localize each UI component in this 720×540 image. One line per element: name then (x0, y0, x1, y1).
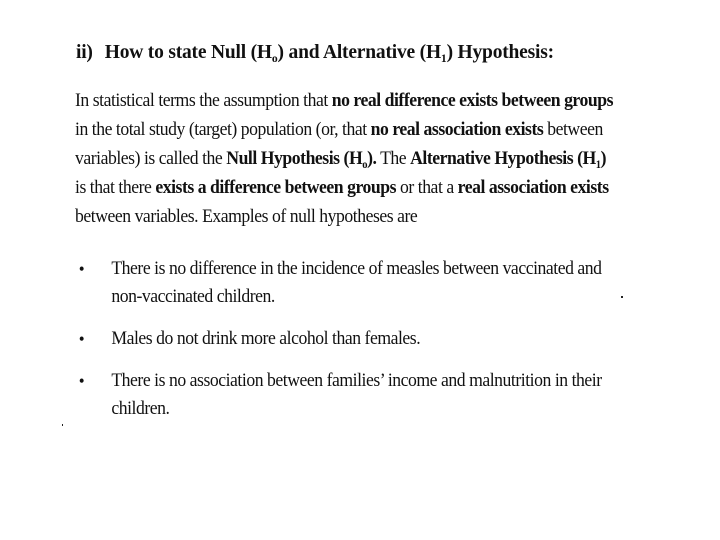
bold-text: no real difference exists between groups (331, 90, 614, 111)
list-item-line: There is no difference in the incidence of measles between vaccinated and (111, 258, 602, 279)
subscript: 1 (595, 158, 601, 171)
bold-text-part: ) (600, 148, 607, 169)
plain-text: or that a (396, 177, 458, 198)
bullet-icon: • (78, 329, 85, 349)
plain-text: is that there (75, 177, 156, 198)
heading-text-part: How to state Null (H (104, 42, 272, 63)
heading-text-part: ) and Alternative (H (277, 42, 441, 63)
bold-text: no real association exists (370, 119, 544, 140)
plain-text: between (543, 119, 603, 140)
plain-text: In statistical terms the assumption that (75, 90, 332, 111)
section-heading (76, 42, 676, 64)
bold-text (226, 148, 376, 169)
bold-text (410, 148, 606, 169)
paragraph-line (75, 144, 610, 173)
plain-text: The (376, 148, 411, 169)
bold-text-part: Null Hypothesis (H (226, 148, 363, 169)
subscript: o (362, 158, 368, 171)
paragraph-line: between variables. Examples of null hypotheses are (75, 206, 418, 227)
list-item-line: Males do not drink more alcohol than females. (111, 328, 421, 349)
alternative-hypothesis-subscript: 1 (440, 52, 447, 66)
plain-text: variables) is called the (75, 148, 227, 169)
paragraph-line (75, 86, 614, 115)
examples-list (76, 255, 676, 437)
paragraph-line (75, 115, 610, 144)
bullet-icon: • (78, 259, 85, 279)
list-item-line: non-vaccinated children. (111, 286, 275, 307)
heading-text-part: ) Hypothesis: (446, 42, 554, 63)
bold-text: exists a difference between groups (155, 177, 397, 198)
scan-speck (621, 296, 623, 298)
scan-speck (62, 424, 63, 426)
list-item-line: children. (111, 398, 170, 419)
plain-text: in the total study (target) population (or, that (75, 119, 371, 140)
paragraph-line (75, 173, 610, 202)
list-item (76, 325, 634, 353)
bullet-icon: • (78, 371, 85, 391)
bold-text: real association exists (457, 177, 609, 198)
null-hypothesis-subscript: o (271, 52, 278, 66)
list-item (76, 367, 634, 423)
bold-text-part: ). (367, 148, 377, 169)
section-number: ii) (76, 42, 93, 63)
bold-text-part: Alternative Hypothesis (H (410, 148, 596, 169)
definition-paragraph (75, 86, 614, 231)
list-item (76, 255, 634, 311)
list-item-line: There is no association between families’ income and malnutrition in their (111, 370, 602, 391)
